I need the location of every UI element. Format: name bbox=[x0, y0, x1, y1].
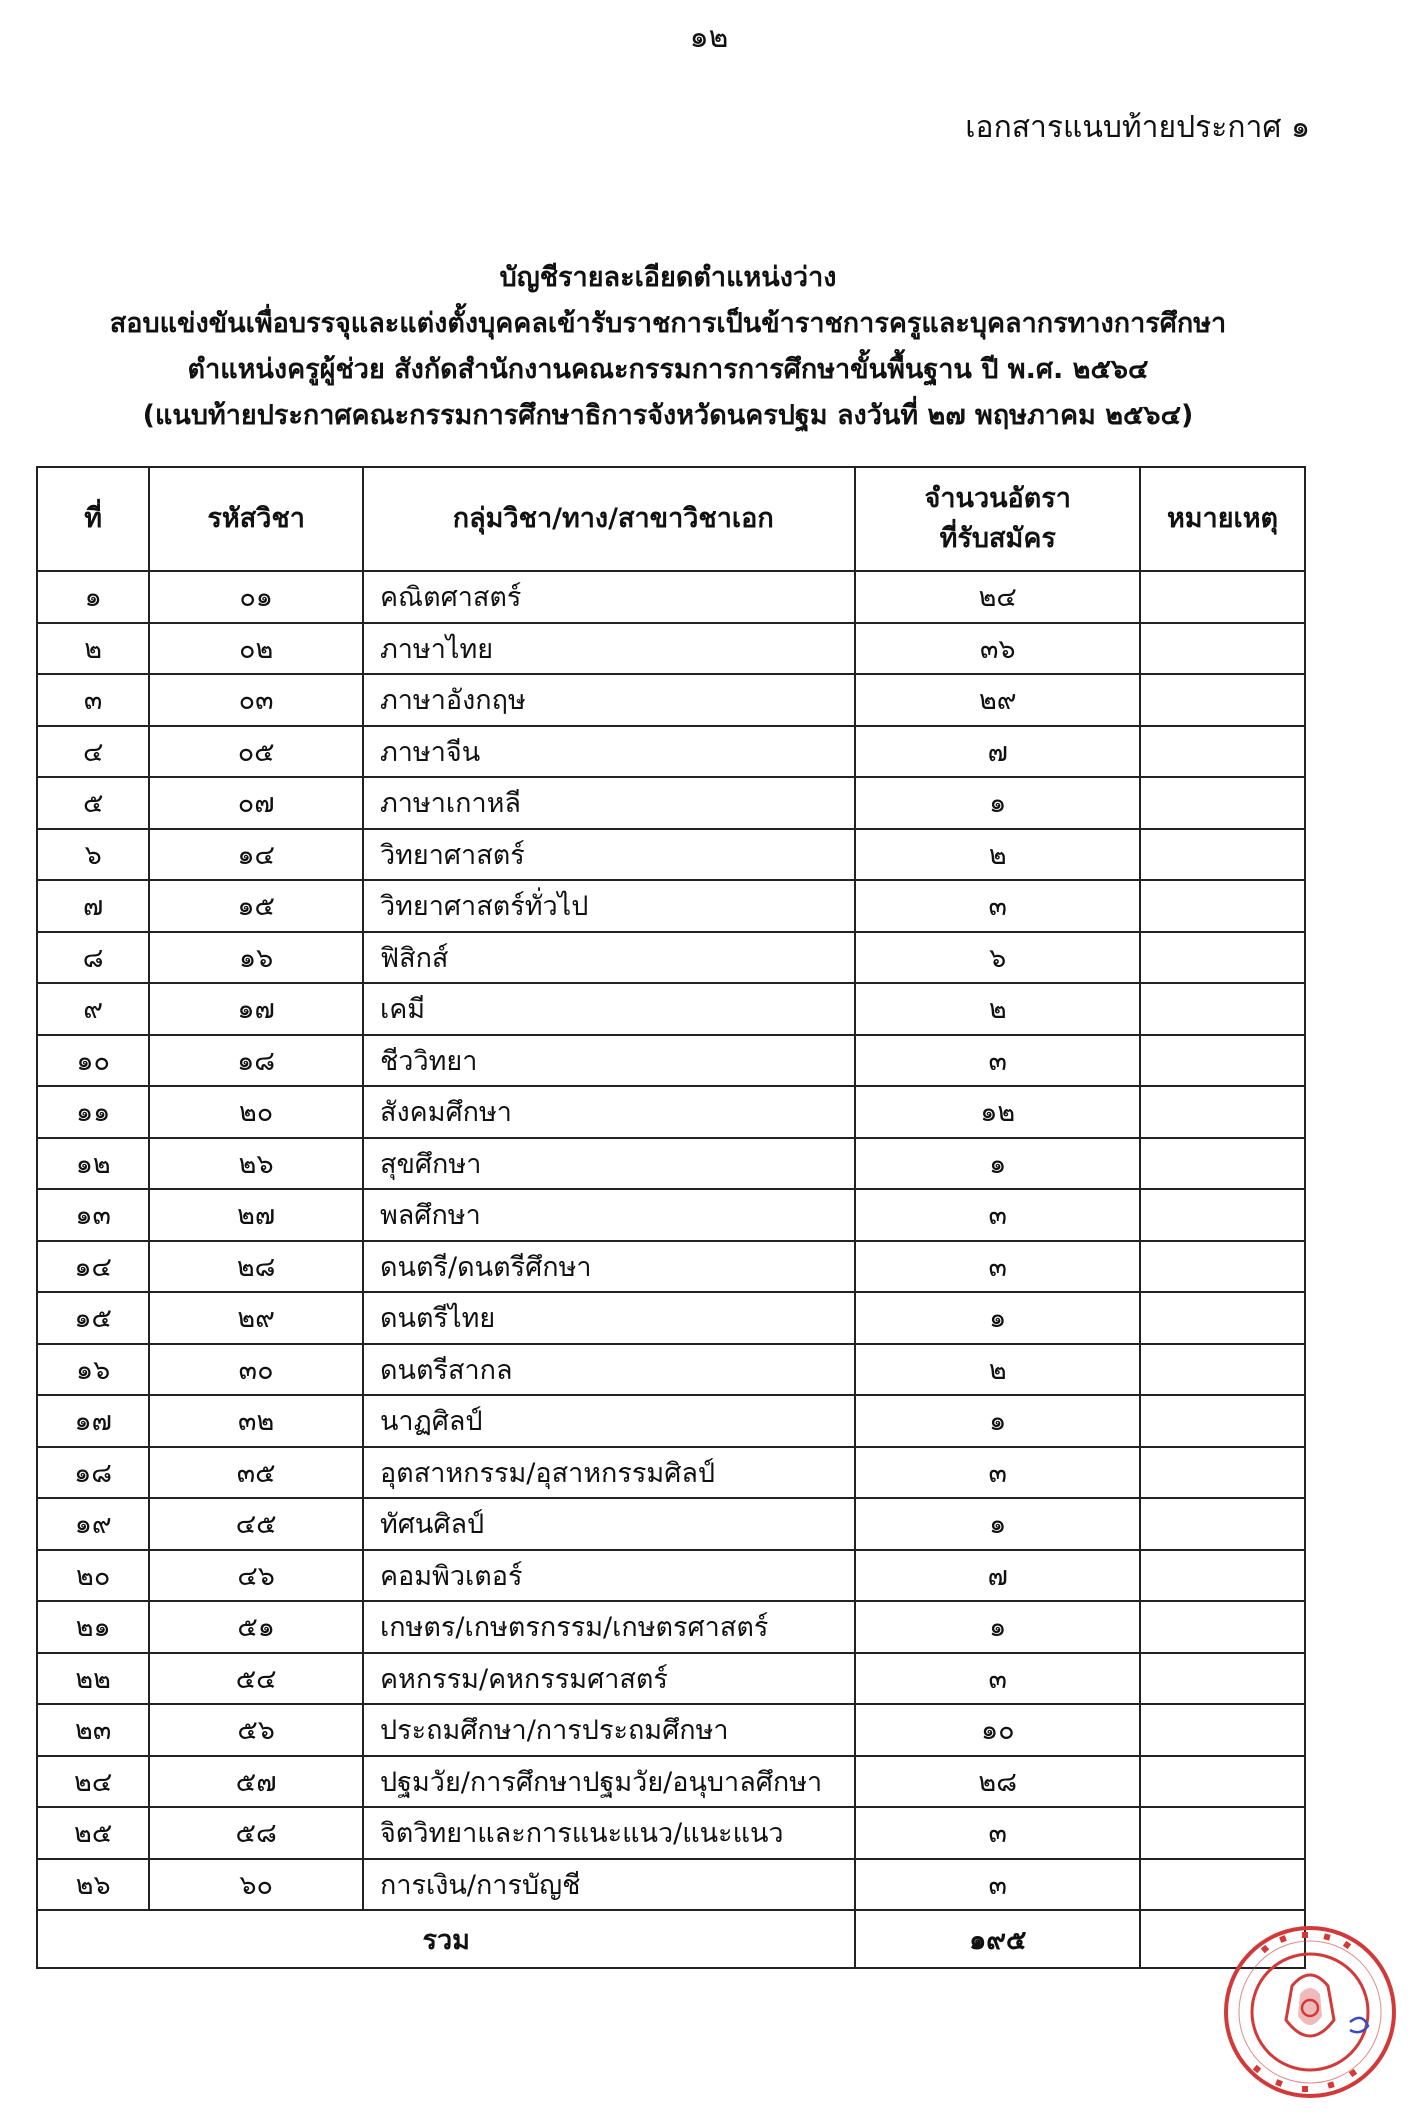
row-count-cell: ๑๒ bbox=[855, 1086, 1140, 1138]
table-row bbox=[37, 983, 1305, 1035]
row-no-cell: ๒๖ bbox=[37, 1859, 149, 1911]
row-no-cell: ๙ bbox=[37, 983, 149, 1035]
header-count-line-1: จำนวนอัตรา bbox=[924, 483, 1071, 514]
row-no-cell: ๔ bbox=[37, 726, 149, 778]
row-note-cell bbox=[1140, 1138, 1305, 1190]
table-row bbox=[37, 1447, 1305, 1499]
row-code-cell: ๑๕ bbox=[149, 880, 363, 932]
row-count-cell: ๒๔ bbox=[855, 571, 1140, 623]
row-note-cell bbox=[1140, 1035, 1305, 1087]
row-note-cell bbox=[1140, 1086, 1305, 1138]
row-subject-cell: ดนตรี/ดนตรีศึกษา bbox=[363, 1241, 856, 1293]
row-subject-cell: ประถมศึกษา/การประถมศึกษา bbox=[363, 1704, 856, 1756]
row-count-cell: ๑ bbox=[855, 1292, 1140, 1344]
row-subject-cell: นาฏศิลป์ bbox=[363, 1395, 856, 1447]
row-note-cell bbox=[1140, 1756, 1305, 1808]
row-no-cell: ๑๖ bbox=[37, 1344, 149, 1396]
header-no: ที่ bbox=[37, 467, 149, 571]
row-no-cell: ๒๔ bbox=[37, 1756, 149, 1808]
table-row bbox=[37, 777, 1305, 829]
table-row bbox=[37, 1395, 1305, 1447]
row-note-cell bbox=[1140, 1292, 1305, 1344]
row-code-cell: ๒๙ bbox=[149, 1292, 363, 1344]
row-count-cell: ๗ bbox=[855, 726, 1140, 778]
row-note-cell bbox=[1140, 1189, 1305, 1241]
row-code-cell: ๒๐ bbox=[149, 1086, 363, 1138]
row-code-cell: ๐๓ bbox=[149, 674, 363, 726]
row-code-cell: ๓๐ bbox=[149, 1344, 363, 1396]
row-no-cell: ๒๐ bbox=[37, 1550, 149, 1602]
row-count-cell: ๑ bbox=[855, 777, 1140, 829]
row-count-cell: ๓ bbox=[855, 880, 1140, 932]
row-subject-cell: ภาษาไทย bbox=[363, 623, 856, 675]
header-count bbox=[855, 467, 1140, 571]
row-count-cell: ๓ bbox=[855, 1653, 1140, 1705]
row-count-cell: ๑๐ bbox=[855, 1704, 1140, 1756]
header-subject: กลุ่มวิชา/ทาง/สาขาวิชาเอก bbox=[363, 467, 856, 571]
row-code-cell: ๑๔ bbox=[149, 829, 363, 881]
table-row bbox=[37, 1704, 1305, 1756]
row-code-cell: ๓๒ bbox=[149, 1395, 363, 1447]
row-note-cell bbox=[1140, 1550, 1305, 1602]
row-subject-cell: ดนตรีไทย bbox=[363, 1292, 856, 1344]
table-row bbox=[37, 829, 1305, 881]
row-subject-cell: ทัศนศิลป์ bbox=[363, 1498, 856, 1550]
row-note-cell bbox=[1140, 1807, 1305, 1859]
header-code: รหัสวิชา bbox=[149, 467, 363, 571]
total-count: ๑๙๕ bbox=[855, 1910, 1140, 1968]
title-line-4: (แนบท้ายประกาศคณะกรรมการศึกษาธิการจังหวัดนครปฐม ลงวันที่ ๒๗ พฤษภาคม ๒๕๖๔) bbox=[142, 400, 1194, 431]
total-label: รวม bbox=[37, 1910, 855, 1968]
table-row bbox=[37, 1241, 1305, 1293]
row-no-cell: ๑๔ bbox=[37, 1241, 149, 1293]
vacancy-table bbox=[36, 466, 1306, 1969]
row-no-cell: ๒๓ bbox=[37, 1704, 149, 1756]
row-no-cell: ๑๘ bbox=[37, 1447, 149, 1499]
row-note-cell bbox=[1140, 674, 1305, 726]
row-count-cell: ๓ bbox=[855, 1807, 1140, 1859]
row-code-cell: ๒๗ bbox=[149, 1189, 363, 1241]
table-row bbox=[37, 726, 1305, 778]
row-subject-cell: การเงิน/การบัญชี bbox=[363, 1859, 856, 1911]
row-count-cell: ๒ bbox=[855, 829, 1140, 881]
row-subject-cell: เกษตร/เกษตรกรรม/เกษตรศาสตร์ bbox=[363, 1601, 856, 1653]
table-row bbox=[37, 1292, 1305, 1344]
row-count-cell: ๓ bbox=[855, 1447, 1140, 1499]
document-title bbox=[0, 255, 1336, 439]
row-code-cell: ๕๘ bbox=[149, 1807, 363, 1859]
table-row bbox=[37, 1653, 1305, 1705]
row-code-cell: ๒๘ bbox=[149, 1241, 363, 1293]
row-note-cell bbox=[1140, 983, 1305, 1035]
table-row bbox=[37, 674, 1305, 726]
row-subject-cell: พลศึกษา bbox=[363, 1189, 856, 1241]
row-no-cell: ๒๑ bbox=[37, 1601, 149, 1653]
row-subject-cell: สุขศึกษา bbox=[363, 1138, 856, 1190]
row-count-cell: ๑ bbox=[855, 1395, 1140, 1447]
row-code-cell: ๔๕ bbox=[149, 1498, 363, 1550]
table-row bbox=[37, 1344, 1305, 1396]
row-code-cell: ๕๖ bbox=[149, 1704, 363, 1756]
row-code-cell: ๑๘ bbox=[149, 1035, 363, 1087]
row-subject-cell: วิทยาศาสตร์ทั่วไป bbox=[363, 880, 856, 932]
row-count-cell: ๓ bbox=[855, 1241, 1140, 1293]
row-no-cell: ๒๒ bbox=[37, 1653, 149, 1705]
row-note-cell bbox=[1140, 932, 1305, 984]
row-subject-cell: วิทยาศาสตร์ bbox=[363, 829, 856, 881]
header-count-line-2: ที่รับสมัคร bbox=[939, 523, 1056, 554]
header-note: หมายเหตุ bbox=[1140, 467, 1305, 571]
row-note-cell bbox=[1140, 1653, 1305, 1705]
title-line-2: สอบแข่งขันเพื่อบรรจุและแต่งตั้งบุคคลเข้ารับราชการเป็นข้าราชการครูและบุคลากรทางการศึกษา bbox=[109, 308, 1227, 339]
table-row bbox=[37, 1601, 1305, 1653]
table-row bbox=[37, 1550, 1305, 1602]
row-subject-cell: จิตวิทยาและการแนะแนว/แนะแนว bbox=[363, 1807, 856, 1859]
row-no-cell: ๒ bbox=[37, 623, 149, 675]
page-number: ๑๒ bbox=[689, 20, 729, 55]
row-code-cell: ๐๑ bbox=[149, 571, 363, 623]
table-row bbox=[37, 571, 1305, 623]
total-row bbox=[37, 1910, 1305, 1968]
table-row bbox=[37, 1086, 1305, 1138]
row-no-cell: ๑๓ bbox=[37, 1189, 149, 1241]
row-subject-cell: ภาษาอังกฤษ bbox=[363, 674, 856, 726]
row-note-cell bbox=[1140, 1241, 1305, 1293]
row-count-cell: ๒๘ bbox=[855, 1756, 1140, 1808]
row-no-cell: ๑ bbox=[37, 571, 149, 623]
row-count-cell: ๑ bbox=[855, 1498, 1140, 1550]
row-count-cell: ๓ bbox=[855, 1035, 1140, 1087]
row-no-cell: ๑๙ bbox=[37, 1498, 149, 1550]
row-no-cell: ๑๐ bbox=[37, 1035, 149, 1087]
row-count-cell: ๓ bbox=[855, 1859, 1140, 1911]
row-note-cell bbox=[1140, 1447, 1305, 1499]
row-subject-cell: ฟิสิกส์ bbox=[363, 932, 856, 984]
row-note-cell bbox=[1140, 726, 1305, 778]
row-code-cell: ๕๑ bbox=[149, 1601, 363, 1653]
table-row bbox=[37, 880, 1305, 932]
row-code-cell: ๐๕ bbox=[149, 726, 363, 778]
row-note-cell bbox=[1140, 777, 1305, 829]
row-subject-cell: สังคมศึกษา bbox=[363, 1086, 856, 1138]
row-code-cell: ๖๐ bbox=[149, 1859, 363, 1911]
row-code-cell: ๒๖ bbox=[149, 1138, 363, 1190]
table-row bbox=[37, 932, 1305, 984]
row-code-cell: ๑๖ bbox=[149, 932, 363, 984]
table-row bbox=[37, 1807, 1305, 1859]
row-note-cell bbox=[1140, 1704, 1305, 1756]
row-no-cell: ๕ bbox=[37, 777, 149, 829]
attachment-label: เอกสารแนบท้ายประกาศ ๑ bbox=[965, 110, 1310, 145]
table-row bbox=[37, 1138, 1305, 1190]
row-note-cell bbox=[1140, 829, 1305, 881]
row-note-cell bbox=[1140, 571, 1305, 623]
row-note-cell bbox=[1140, 880, 1305, 932]
row-count-cell: ๑ bbox=[855, 1601, 1140, 1653]
row-count-cell: ๓๖ bbox=[855, 623, 1140, 675]
table-row bbox=[37, 1859, 1305, 1911]
row-count-cell: ๒๙ bbox=[855, 674, 1140, 726]
row-code-cell: ๕๗ bbox=[149, 1756, 363, 1808]
row-no-cell: ๒๕ bbox=[37, 1807, 149, 1859]
row-subject-cell: ชีววิทยา bbox=[363, 1035, 856, 1087]
row-code-cell: ๐๗ bbox=[149, 777, 363, 829]
table-row bbox=[37, 1756, 1305, 1808]
row-subject-cell: ดนตรีสากล bbox=[363, 1344, 856, 1396]
row-no-cell: ๓ bbox=[37, 674, 149, 726]
row-code-cell: ๕๔ bbox=[149, 1653, 363, 1705]
official-seal-stamp bbox=[1222, 1924, 1398, 2100]
row-subject-cell: อุตสาหกรรม/อุสาหกรรมศิลป์ bbox=[363, 1447, 856, 1499]
row-no-cell: ๖ bbox=[37, 829, 149, 881]
row-subject-cell: คอมพิวเตอร์ bbox=[363, 1550, 856, 1602]
row-subject-cell: คณิตศาสตร์ bbox=[363, 571, 856, 623]
row-note-cell bbox=[1140, 1498, 1305, 1550]
table-row bbox=[37, 623, 1305, 675]
row-count-cell: ๒ bbox=[855, 983, 1140, 1035]
row-note-cell bbox=[1140, 623, 1305, 675]
row-code-cell: ๔๖ bbox=[149, 1550, 363, 1602]
row-subject-cell: ปฐมวัย/การศึกษาปฐมวัย/อนุบาลศึกษา bbox=[363, 1756, 856, 1808]
row-no-cell: ๑๑ bbox=[37, 1086, 149, 1138]
row-no-cell: ๘ bbox=[37, 932, 149, 984]
row-count-cell: ๒ bbox=[855, 1344, 1140, 1396]
row-code-cell: ๑๗ bbox=[149, 983, 363, 1035]
row-subject-cell: คหกรรม/คหกรรมศาสตร์ bbox=[363, 1653, 856, 1705]
row-subject-cell: เคมี bbox=[363, 983, 856, 1035]
row-code-cell: ๓๕ bbox=[149, 1447, 363, 1499]
row-subject-cell: ภาษาจีน bbox=[363, 726, 856, 778]
title-line-3: ตำแหน่งครูผู้ช่วย สังกัดสำนักงานคณะกรรมการการศึกษาขั้นพื้นฐาน ปี พ.ศ. ๒๕๖๔ bbox=[187, 354, 1149, 385]
table-row bbox=[37, 1035, 1305, 1087]
table-body bbox=[37, 571, 1305, 1910]
row-note-cell bbox=[1140, 1395, 1305, 1447]
row-code-cell: ๐๒ bbox=[149, 623, 363, 675]
table-header-row bbox=[37, 467, 1305, 571]
row-count-cell: ๖ bbox=[855, 932, 1140, 984]
row-note-cell bbox=[1140, 1601, 1305, 1653]
row-no-cell: ๑๒ bbox=[37, 1138, 149, 1190]
row-count-cell: ๓ bbox=[855, 1189, 1140, 1241]
row-no-cell: ๑๗ bbox=[37, 1395, 149, 1447]
row-note-cell bbox=[1140, 1859, 1305, 1911]
row-no-cell: ๑๕ bbox=[37, 1292, 149, 1344]
row-no-cell: ๗ bbox=[37, 880, 149, 932]
row-note-cell bbox=[1140, 1344, 1305, 1396]
row-count-cell: ๑ bbox=[855, 1138, 1140, 1190]
table-row bbox=[37, 1189, 1305, 1241]
table-row bbox=[37, 1498, 1305, 1550]
row-count-cell: ๗ bbox=[855, 1550, 1140, 1602]
row-subject-cell: ภาษาเกาหลี bbox=[363, 777, 856, 829]
title-line-1: บัญชีรายละเอียดตำแหน่งว่าง bbox=[499, 262, 837, 293]
